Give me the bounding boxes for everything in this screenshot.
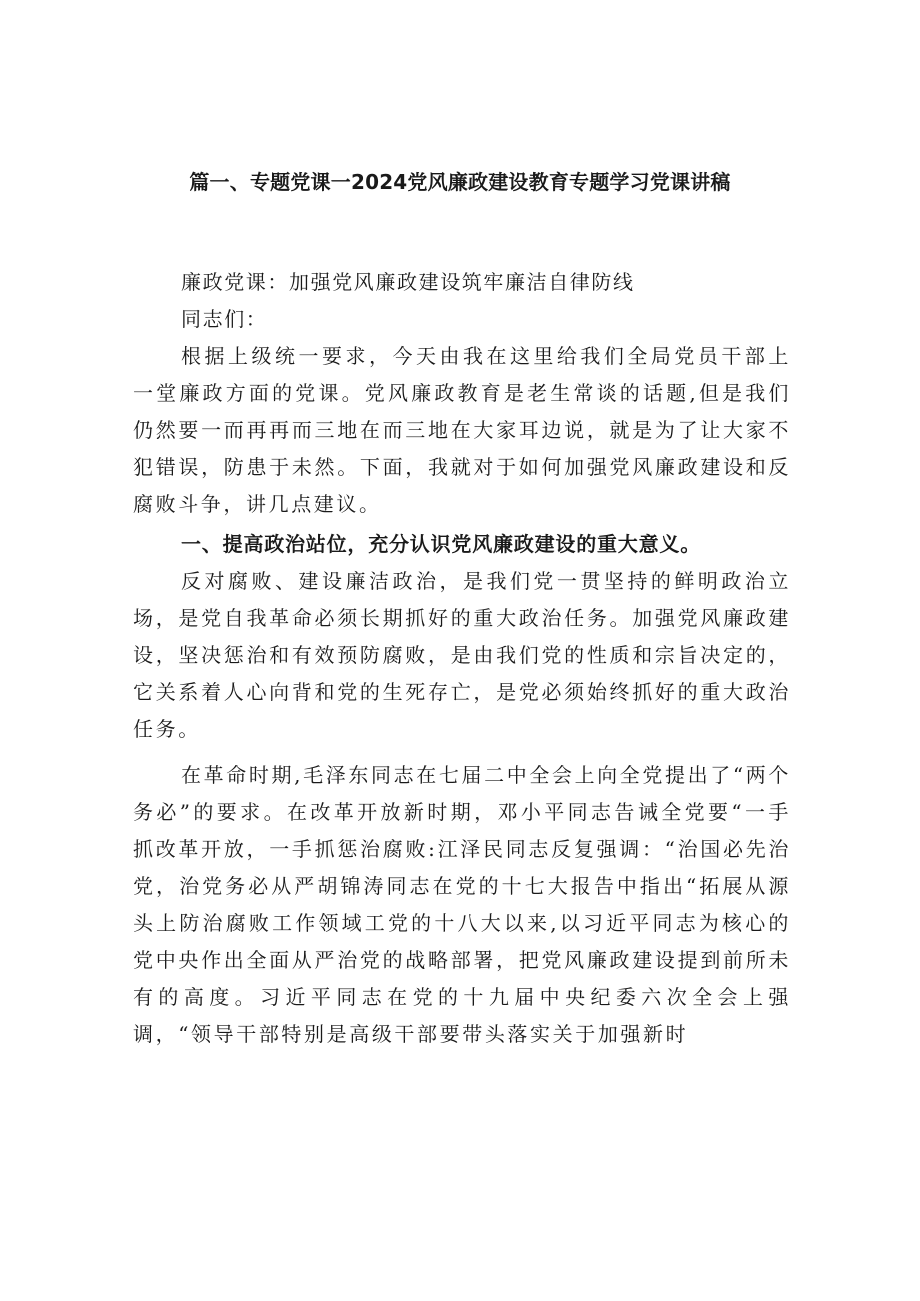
lecture-title: 廉政党课：加强党风廉政建设筑牢廉洁自律防线 — [181, 270, 635, 294]
section-heading-1: 一、提高政治站位，充分认识党风廉政建设的重大意义。 — [181, 532, 701, 556]
intro-paragraph: 根据上级统一要求，今天由我在这里给我们全局党员干部上一堂廉政方面的党课。党风廉政教育是老生常谈的话题,但是我们仍然要一而再再而三地在而三地在大家耳边说，就是为了让大家不犯错误，防患于未然。下面，我就对于如何加强党风廉政建设和反腐败斗争，讲几点建议。 — [133, 344, 791, 516]
document-body — [133, 264, 791, 1053]
greeting: 同志们： — [181, 307, 268, 331]
section-1-paragraph-2: 在革命时期,毛泽东同志在七届二中全会上向全党提出了“两个务必”的要求。在改革开放新时期，邓小平同志告诫全党要“一手抓改革开放，一手抓惩治腐败:江泽民同志反复强调：“治国必先治党，治党务必从严胡锦涛同志在党的十七大报告中指出“拓展从源头上防治腐败工作领域工党的十八大以来,以习近平同志为核心的党中央作出全面从严治党的战略部署，把党风廉政建设提到前所未有的高度。习近平同志在党的十九届中央纪委六次全会上强调，“领导干部特别是高级干部要带头落实关于加强新时 — [133, 763, 791, 1046]
document-title: 篇一、专题党课一2024党风廉政建设教育专题学习党课讲稿 — [189, 170, 731, 194]
section-1-paragraph-1: 反对腐败、建设廉洁政治，是我们党一贯坚持的鲜明政治立场，是党自我革命必须长期抓好的重大政治任务。加强党风廉政建设，坚决惩治和有效预防腐败，是由我们党的性质和宗旨决定的，它关系着人心向背和党的生死存亡，是党必须始终抓好的重大政治任务。 — [133, 569, 791, 741]
